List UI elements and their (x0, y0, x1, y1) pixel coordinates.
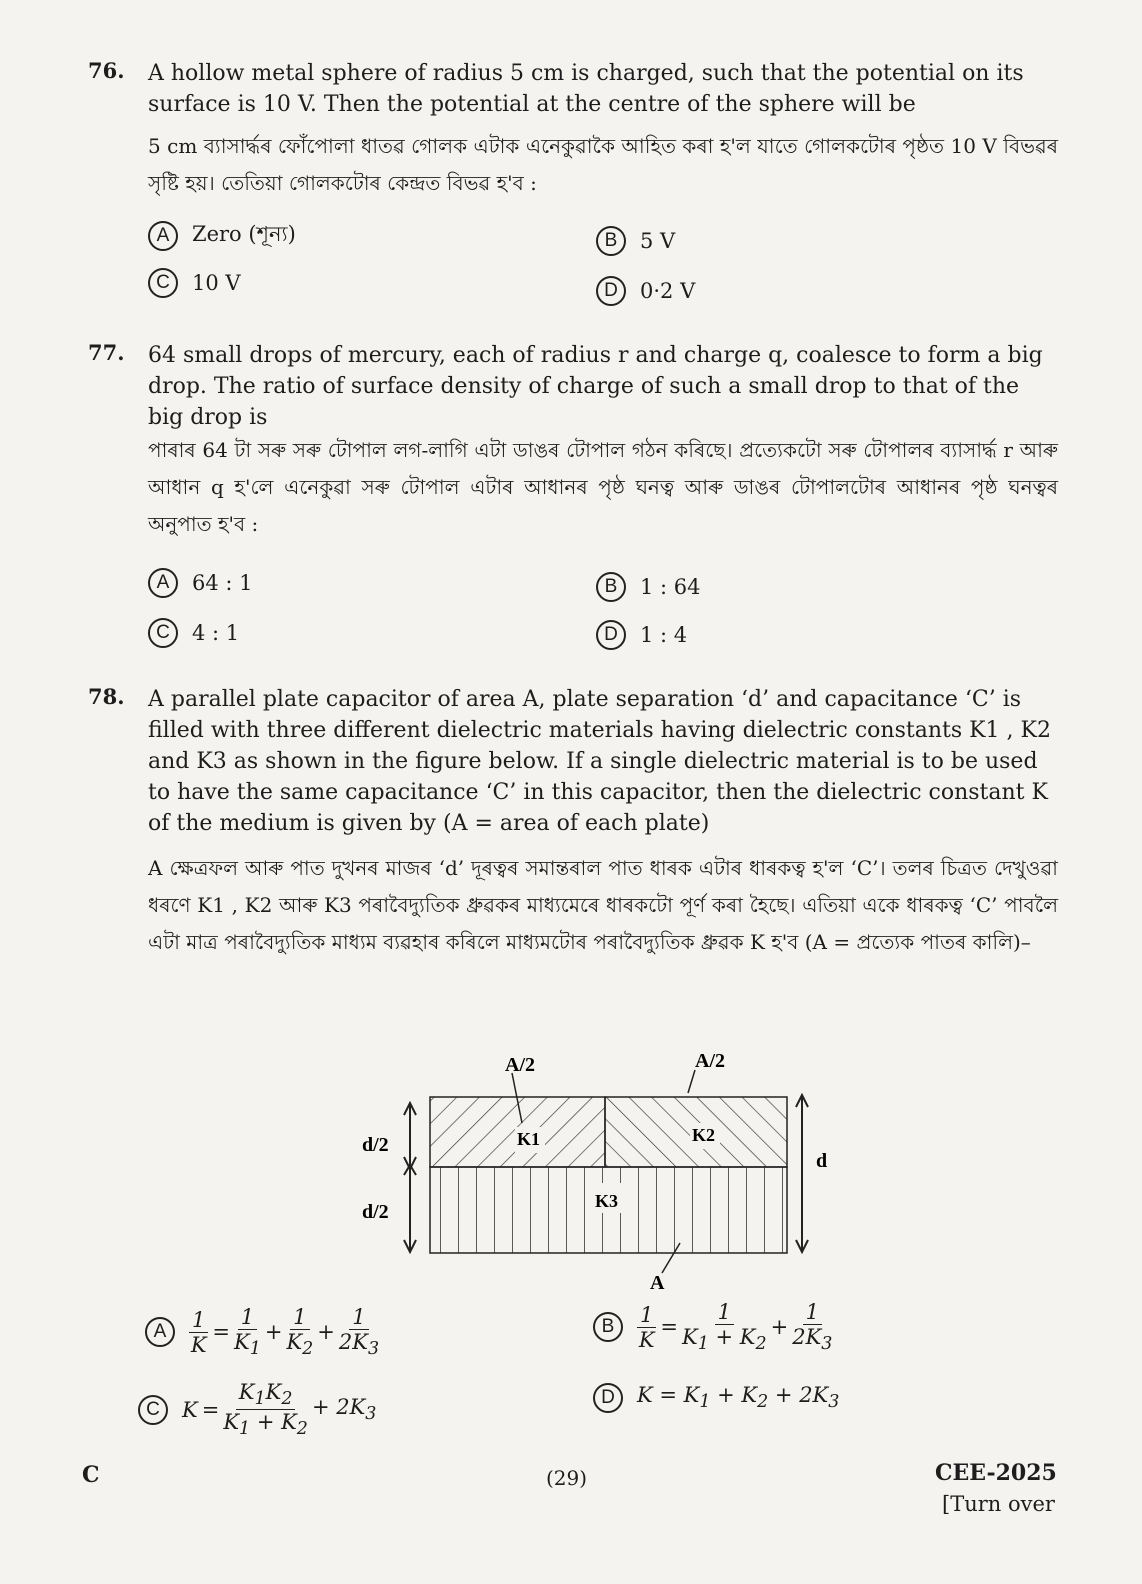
option-c-text: 4 : 1 (192, 621, 240, 645)
question-text-en: A parallel plate capacitor of area A, plate separation ‘d’ and capacitance ‘C’ is filled with three different dielectric materials having dielectric constants K1 , K2 and K3 as shown in the figure below. If a single dielectric material is to be used to have the same capacitance ‘C’ in this capacitor, then the dielectric constant K of the medium is given by (A = area of each plate) (148, 687, 1051, 836)
question-text-bn: পাৰাৰ 64 টা সৰু সৰু টোপাল লগ-লাগি এটা ডাঙৰ টোপাল গঠন কৰিছে। প্ৰত্যেকটো সৰু টোপালৰ ব্যাসাৰ্দ্ধ r আৰু আধান q হ'লে এনেকুৱা সৰু টোপাল এটাৰ আধানৰ পৃষ্ঠ ঘনত্ব আৰু ডাঙৰ টোপালটোৰ আধানৰ পৃষ্ঠ ঘনত্বৰ অনুপাত হ'ব : (148, 438, 1058, 536)
label-a2-right: A/2 (695, 1050, 725, 1072)
label-a2-left: A/2 (505, 1054, 535, 1076)
option-c[interactable] (148, 618, 239, 648)
footer-turn-over: [Turn over (942, 1492, 1055, 1516)
option-c[interactable] (148, 268, 241, 298)
option-a[interactable] (145, 1305, 379, 1359)
label-d2-bottom: d/2 (362, 1201, 389, 1223)
option-a-marker: A (148, 221, 178, 251)
option-a[interactable] (148, 218, 296, 253)
option-a-marker: A (145, 1317, 175, 1347)
option-a-text: 64 : 1 (192, 571, 253, 595)
label-a: A (650, 1272, 665, 1294)
option-c-marker: C (148, 618, 178, 648)
option-b-formula: $\frac{1}{K}$ = $\frac{1}{K_1 + K_2}$ + $\frac{1}{2K_3}$ (638, 1300, 833, 1355)
option-d[interactable] (596, 620, 687, 650)
footer-exam-code: CEE-2025 (935, 1460, 1057, 1486)
option-b-marker: B (593, 1312, 623, 1342)
label-k2: K2 (692, 1125, 716, 1145)
option-b[interactable] (596, 572, 701, 602)
pointer-line-a2-right (688, 1070, 695, 1093)
option-b[interactable] (596, 226, 675, 256)
question-text-bn: 5 cm ব্যাসাৰ্দ্ধৰ ফোঁপোলা ধাতৱ গোলক এটাক এনেকুৱাকৈ আহিত কৰা হ'ল যাতে গোলকটোৰ পৃষ্ঠত 10 V বিভৱৰ সৃষ্টি হয়। তেতিয়া গোলকটোৰ কেন্দ্ৰত বিভৱ হ'ব : (148, 134, 1058, 195)
option-a-marker: A (148, 568, 178, 598)
question-text-en: 64 small drops of mercury, each of radius r and charge q, coalesce to form a big drop. The ratio of surface density of charge of such a small drop to that of the big drop is (148, 343, 1043, 430)
label-d2-top: d/2 (362, 1134, 389, 1156)
label-k3: K3 (595, 1191, 619, 1211)
label-d: d (816, 1150, 828, 1172)
question-number: 78. (88, 684, 125, 709)
option-c-formula: K = $\frac{K_1K_2}{K_1 + K_2}$ + $2K_3$ (182, 1380, 377, 1440)
footer-page-number: (29) (546, 1466, 588, 1490)
question-number: 76. (88, 58, 125, 83)
option-b-marker: B (596, 572, 626, 602)
option-c-text: 10 V (192, 271, 241, 295)
option-c[interactable] (138, 1380, 376, 1439)
option-d-marker: D (593, 1383, 623, 1413)
option-b[interactable] (593, 1300, 832, 1354)
option-a-formula: $\frac{1}{K}$ = $\frac{1}{K_1}$ + $\frac{1}{K_2}$ + $\frac{1}{2K_3}$ (190, 1305, 380, 1360)
question-text-en: A hollow metal sphere of radius 5 cm is charged, such that the potential on its surface is 10 V. Then the potential at the centre of the sphere will be (148, 61, 1024, 117)
option-d[interactable] (593, 1383, 839, 1413)
question-number: 77. (88, 340, 125, 365)
option-d-text: 0·2 V (640, 279, 696, 303)
option-c-marker: C (138, 1395, 168, 1425)
question-text-bn: A ক্ষেত্ৰফল আৰু পাত দুখনৰ মাজৰ ‘d’ দূৰত্বৰ সমান্তৰাল পাত ধাৰক এটাৰ ধাৰকত্ব হ'ল ‘C’। তলৰ চিত্ৰত দেখুওৱা ধৰণে K1 , K2 আৰু K3 পৰাবৈদ্যুতিক ধ্ৰুৱকৰ মাধ্যমেৰে ধাৰকটো পূৰ্ণ কৰা হৈছে। এতিয়া একে ধাৰকত্ব ‘C’ পাবলৈ এটা মাত্ৰ পৰাবৈদ্যুতিক মাধ্যম ব্যৱহাৰ কৰিলে মাধ্যমটোৰ পৰাবৈদ্যুতিক ধ্ৰুৱক K হ'ব (A = প্ৰত্যেক পাতৰ কালি)– (148, 856, 1058, 954)
option-d[interactable] (596, 276, 695, 306)
capacitor-figure (350, 1045, 840, 1295)
option-d-marker: D (596, 276, 626, 306)
option-c-marker: C (148, 268, 178, 298)
option-a-text: Zero (শূন্য) (192, 222, 296, 246)
option-d-marker: D (596, 620, 626, 650)
option-b-text: 5 V (640, 229, 676, 253)
label-k1: K1 (517, 1129, 541, 1149)
option-b-marker: B (596, 226, 626, 256)
option-a[interactable] (148, 568, 253, 598)
option-d-formula: $K = K_1 + K_2 + 2K_3$ (637, 1383, 840, 1413)
option-d-text: 1 : 4 (640, 623, 688, 647)
option-b-text: 1 : 64 (640, 575, 701, 599)
footer-booklet-code: C (82, 1462, 100, 1488)
